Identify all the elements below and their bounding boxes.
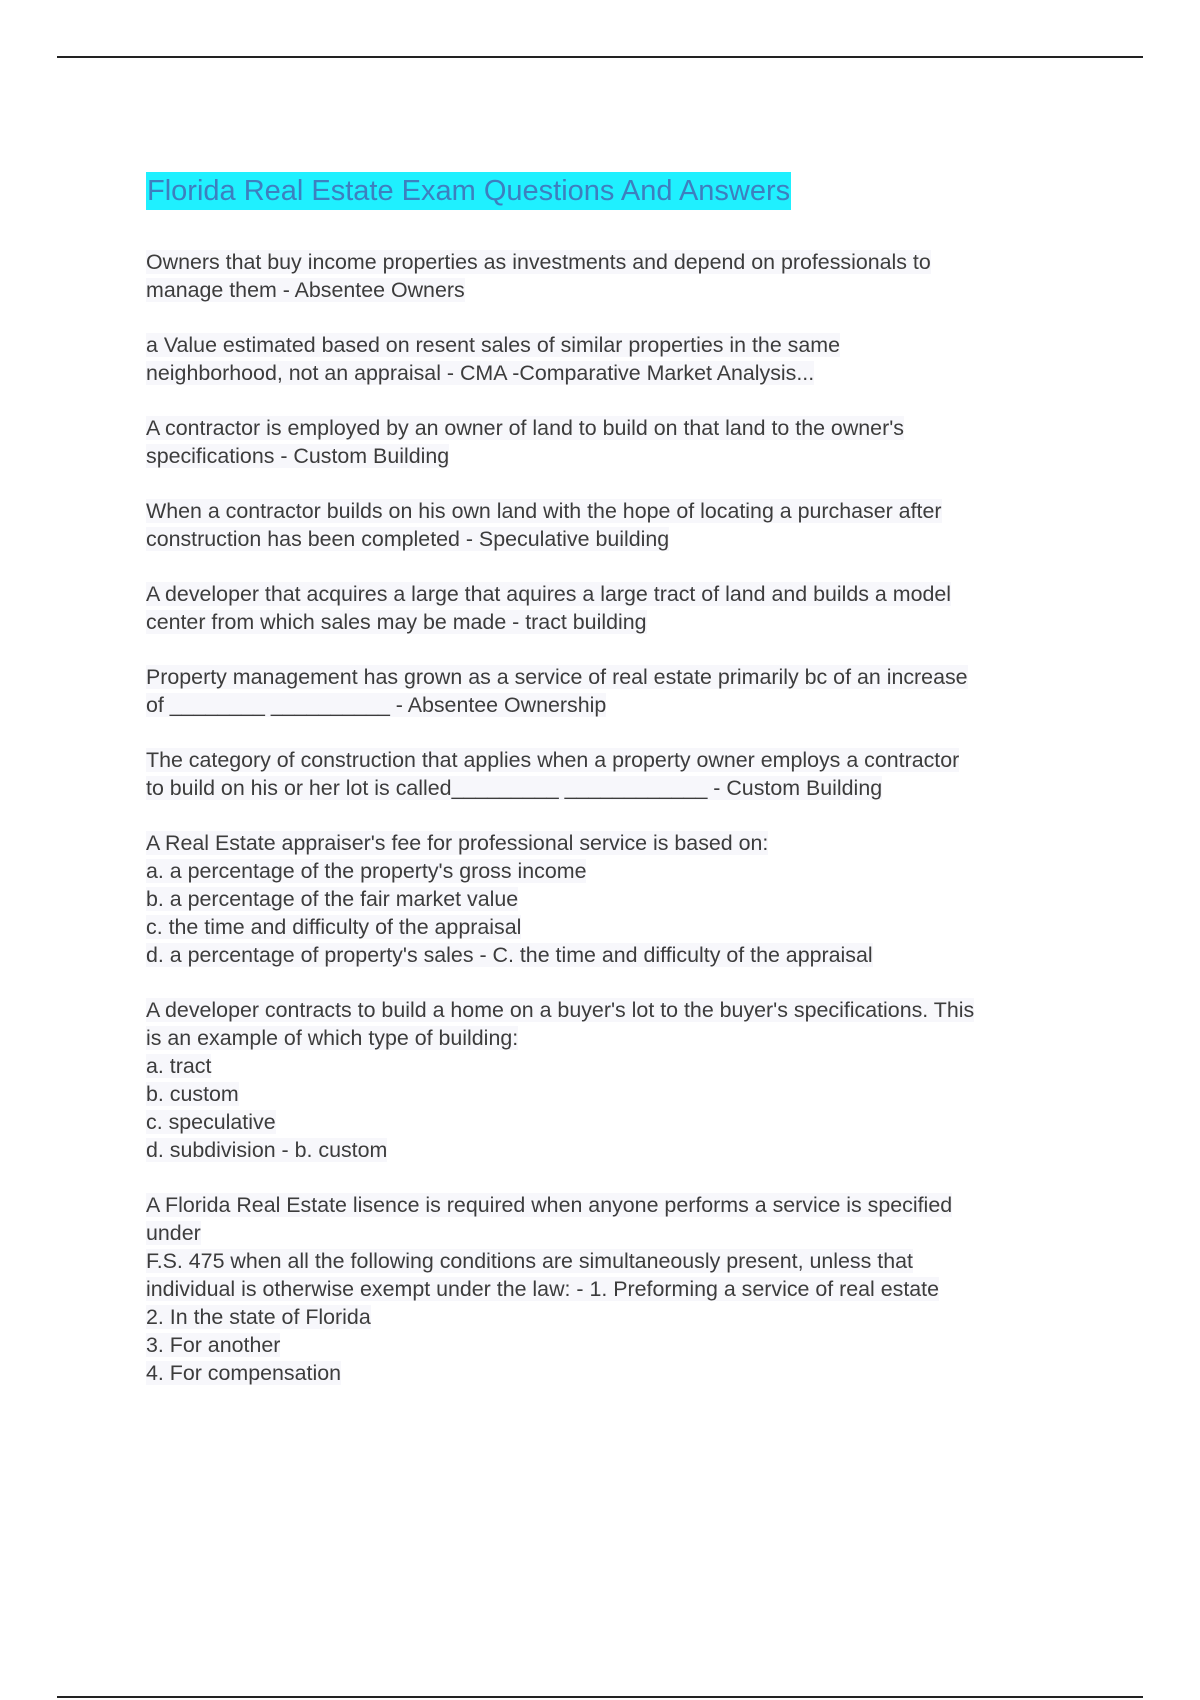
qa-line bbox=[146, 1275, 1086, 1303]
qa-entry bbox=[146, 331, 1086, 387]
qa-entry bbox=[146, 996, 1086, 1164]
qa-line bbox=[146, 525, 1086, 553]
qa-line bbox=[146, 1219, 1086, 1247]
qa-line-text: to build on his or her lot is called_________ ____________ - Custom Building bbox=[146, 776, 883, 800]
qa-line bbox=[146, 276, 1086, 304]
qa-line bbox=[146, 1080, 1086, 1108]
qa-line-text: Owners that buy income properties as investments and depend on professionals to bbox=[146, 250, 931, 274]
qa-line-text: b. custom bbox=[146, 1082, 239, 1106]
qa-line-text: a. a percentage of the property's gross income bbox=[146, 859, 587, 883]
qa-entry bbox=[146, 580, 1086, 636]
qa-line-text: c. the time and difficulty of the appraisal bbox=[146, 915, 522, 939]
qa-entry bbox=[146, 829, 1086, 969]
qa-line-text: of ________ __________ - Absentee Ownership bbox=[146, 693, 607, 717]
qa-line bbox=[146, 331, 1086, 359]
qa-line bbox=[146, 885, 1086, 913]
qa-line-text: specifications - Custom Building bbox=[146, 444, 450, 468]
document-body bbox=[146, 172, 1086, 1414]
qa-line bbox=[146, 663, 1086, 691]
qa-entry bbox=[146, 746, 1086, 802]
qa-entry bbox=[146, 1191, 1086, 1387]
qa-line-text: Property management has grown as a service of real estate primarily bc of an increase bbox=[146, 665, 968, 689]
qa-entry bbox=[146, 414, 1086, 470]
qa-line bbox=[146, 1052, 1086, 1080]
qa-line bbox=[146, 580, 1086, 608]
qa-line-text: under bbox=[146, 1221, 201, 1245]
qa-line-text: individual is otherwise exempt under the law: - 1. Preforming a service of real estate bbox=[146, 1277, 940, 1301]
qa-line bbox=[146, 691, 1086, 719]
qa-line-text: 4. For compensation bbox=[146, 1361, 341, 1385]
footer-rule bbox=[57, 1696, 1143, 1698]
qa-line-text: d. a percentage of property's sales - C. the time and difficulty of the appraisal bbox=[146, 943, 873, 967]
qa-line bbox=[146, 1108, 1086, 1136]
qa-line bbox=[146, 1024, 1086, 1052]
qa-line-text: d. subdivision - b. custom bbox=[146, 1138, 388, 1162]
qa-line bbox=[146, 941, 1086, 969]
qa-line bbox=[146, 442, 1086, 470]
qa-line-text: A developer that acquires a large that aquires a large tract of land and builds a model bbox=[146, 582, 952, 606]
qa-line-text: b. a percentage of the fair market value bbox=[146, 887, 519, 911]
qa-line-text: c. speculative bbox=[146, 1110, 276, 1134]
qa-line bbox=[146, 774, 1086, 802]
qa-line-text: is an example of which type of building: bbox=[146, 1026, 519, 1050]
qa-line bbox=[146, 913, 1086, 941]
qa-line-text: 2. In the state of Florida bbox=[146, 1305, 371, 1329]
qa-line-text: construction has been completed - Speculative building bbox=[146, 527, 670, 551]
qa-line bbox=[146, 1136, 1086, 1164]
qa-line bbox=[146, 608, 1086, 636]
qa-line-text: a. tract bbox=[146, 1054, 212, 1078]
document-title: Florida Real Estate Exam Questions And Answers bbox=[146, 172, 791, 210]
qa-line-text: center from which sales may be made - tract building bbox=[146, 610, 647, 634]
qa-line-text: A contractor is employed by an owner of land to build on that land to the owner's bbox=[146, 416, 904, 440]
qa-line-text: A Florida Real Estate lisence is required when anyone performs a service is specified bbox=[146, 1193, 953, 1217]
qa-line bbox=[146, 497, 1086, 525]
qa-line-text: When a contractor builds on his own land with the hope of locating a purchaser after bbox=[146, 499, 942, 523]
qa-line bbox=[146, 1331, 1086, 1359]
qa-entry bbox=[146, 248, 1086, 304]
qa-line-text: F.S. 475 when all the following conditions are simultaneously present, unless that bbox=[146, 1249, 913, 1273]
qa-line-text: The category of construction that applies when a property owner employs a contractor bbox=[146, 748, 960, 772]
qa-line bbox=[146, 829, 1086, 857]
qa-line bbox=[146, 359, 1086, 387]
qa-entry bbox=[146, 497, 1086, 553]
qa-line-text: a Value estimated based on resent sales of similar properties in the same bbox=[146, 333, 840, 357]
qa-line bbox=[146, 414, 1086, 442]
qa-list bbox=[146, 248, 1086, 1387]
qa-line-text: A developer contracts to build a home on a buyer's lot to the buyer's specifications. This bbox=[146, 998, 975, 1022]
qa-line-text: manage them - Absentee Owners bbox=[146, 278, 465, 302]
qa-line bbox=[146, 1359, 1086, 1387]
qa-line bbox=[146, 996, 1086, 1024]
qa-line bbox=[146, 248, 1086, 276]
qa-line bbox=[146, 1247, 1086, 1275]
qa-line bbox=[146, 857, 1086, 885]
qa-entry bbox=[146, 663, 1086, 719]
qa-line bbox=[146, 1303, 1086, 1331]
qa-line-text: 3. For another bbox=[146, 1333, 281, 1357]
qa-line-text: neighborhood, not an appraisal - CMA -Comparative Market Analysis... bbox=[146, 361, 815, 385]
qa-line-text: A Real Estate appraiser's fee for professional service is based on: bbox=[146, 831, 769, 855]
qa-line bbox=[146, 1191, 1086, 1219]
header-rule bbox=[57, 56, 1143, 58]
qa-line bbox=[146, 746, 1086, 774]
